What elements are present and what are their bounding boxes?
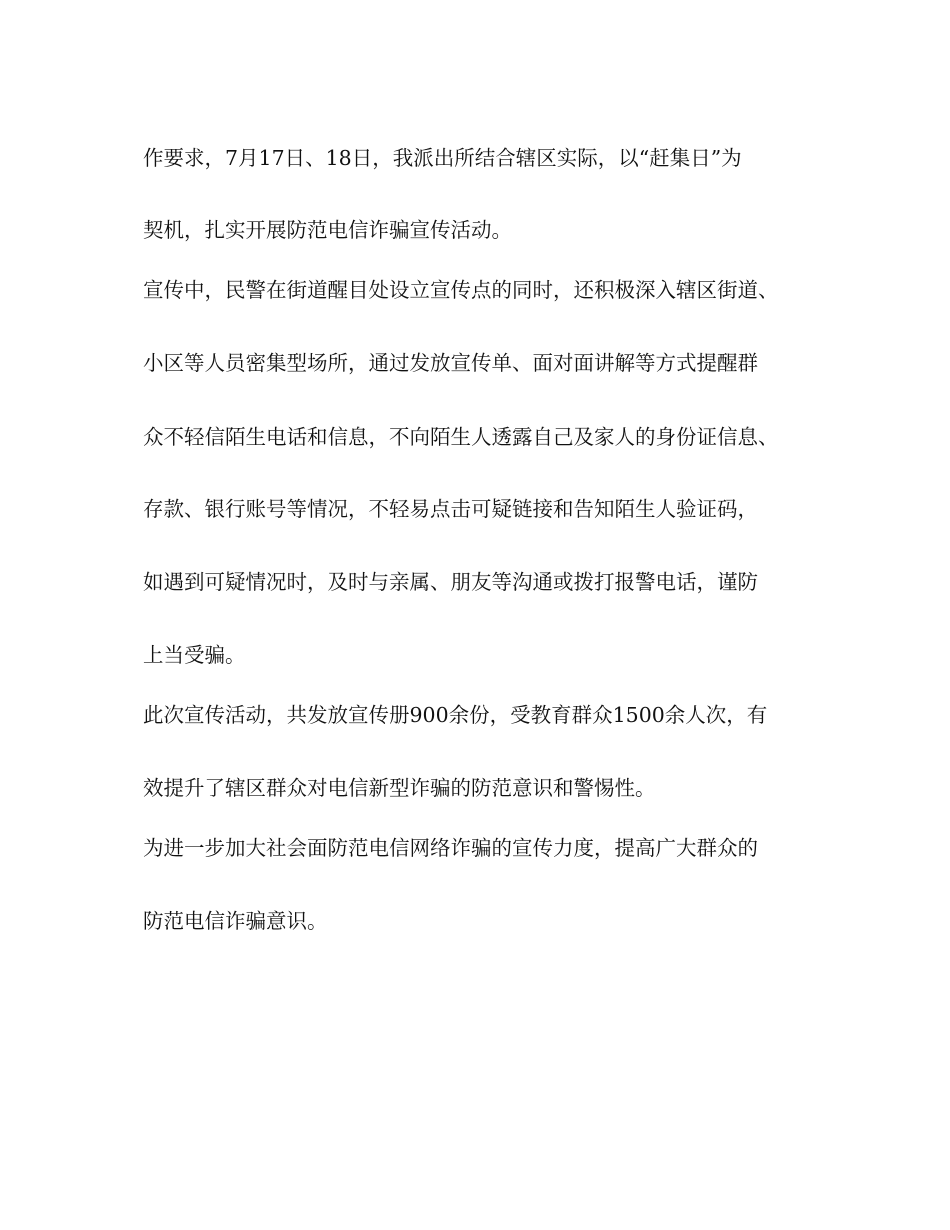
text-line: 防范电信诈骗意识。 — [143, 909, 328, 933]
text-line: 众不轻信陌生电话和信息，不向陌生人透露自己及家人的身份证信息、 — [143, 425, 779, 449]
text-line: 效提升了辖区群众对电信新型诈骗的防范意识和警惕性。 — [143, 776, 656, 800]
text-line: 宣传中，民警在街道醒目处设立宣传点的同时，还积极深入辖区街道、 — [143, 278, 779, 302]
text-line: 作要求，7月17日、18日，我派出所结合辖区实际，以“赶集日”为 — [143, 146, 742, 170]
text-line: 此次宣传活动，共发放宣传册900余份，受教育群众1500余人次，有 — [143, 703, 768, 727]
text-line: 为进一步加大社会面防范电信网络诈骗的宣传力度，提高广大群众的 — [143, 836, 758, 860]
text-line: 小区等人员密集型场所，通过发放宣传单、面对面讲解等方式提醒群 — [143, 351, 758, 375]
text-line: 契机，扎实开展防范电信诈骗宣传活动。 — [143, 218, 512, 242]
text-line: 上当受骗。 — [143, 643, 246, 667]
text-line: 存款、银行账号等情况，不轻易点击可疑链接和告知陌生人验证码， — [143, 497, 758, 521]
text-line: 如遇到可疑情况时，及时与亲属、朋友等沟通或拨打报警电话，谨防 — [143, 570, 758, 594]
